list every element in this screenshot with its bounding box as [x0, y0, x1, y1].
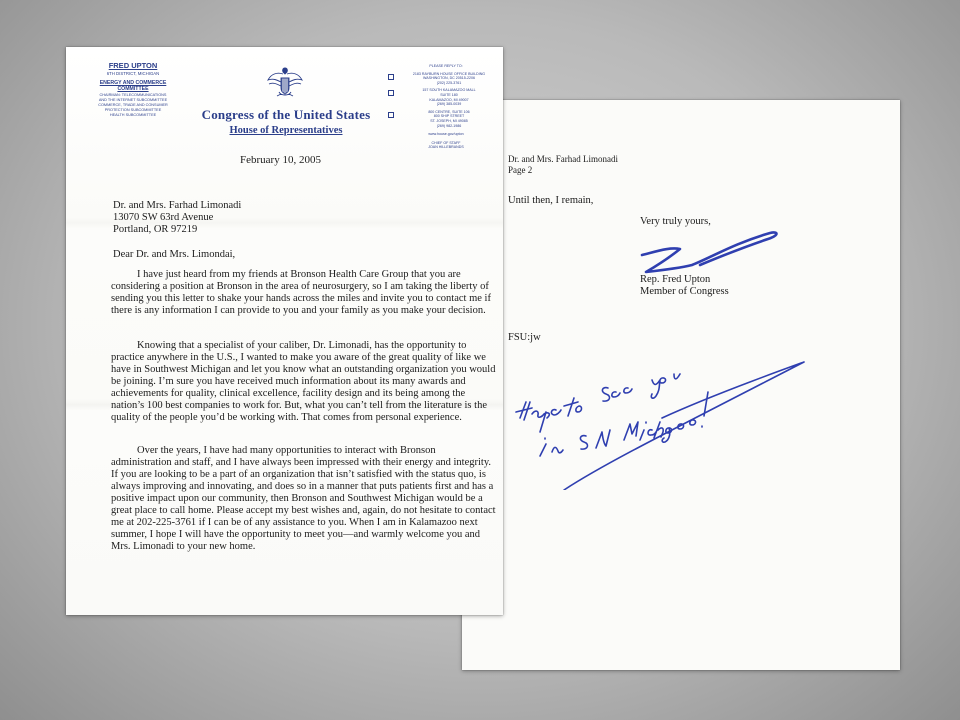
office-line: SUITE 180 [440, 92, 458, 97]
letter-date: February 10, 2005 [240, 154, 321, 166]
office-line: (202) 225-3761 [436, 80, 462, 85]
subcommittee-line: AND THE INTERNET SUBCOMMITTEE [98, 98, 168, 102]
checkbox-icon [388, 90, 394, 96]
signer-name: Rep. Fred Upton [640, 274, 711, 285]
address-line: Dr. and Mrs. Farhad Limonadi [113, 200, 242, 211]
typist-initials: FSU:jw [508, 332, 541, 343]
office-st-joseph [384, 110, 498, 128]
body-paragraph: Over the years, I have had many opportunities to interact with Bronson administration and staff, and I have always been impressed with their energy and integrity. If you are looking to be a part of an organization that isn’t satisfied with the status quo, is always improving and innovating, and does so in a manner that puts patients first and has a positive impact upon our community, then Bronson and Southwest Michigan would be a great place to call home. Please accept my best wishes and, again, do not hesitate to contact me at 202-225-3761 if I can be of any assistance to you. When I am in Kalamazoo next summer, I hope I will have the opportunity to meet you—and warmly welcome you and Mrs. Limonadi to your new home. [111, 445, 496, 552]
closing-line: Until then, I remain, [508, 195, 594, 206]
body-paragraph: I have just heard from my friends at Bronson Health Care Group that you are considering a position at Bronson in the area of neurosurgery, so I am taking the liberty of sending you this letter to shake your hands across the miles and invite you to contact me if there is any information I can provide to you and your family as you make your decision. [111, 269, 491, 316]
congressman-name: FRED UPTON [108, 61, 158, 70]
district: 6TH DISTRICT, MICHIGAN [106, 71, 160, 76]
reply-addresses [384, 64, 498, 150]
office-line: (269) 385-0039 [436, 102, 462, 107]
house-title: House of Representatives [229, 125, 343, 136]
page2-header [508, 154, 618, 176]
office-line: 157 SOUTH KALAMAZOO MALL [422, 88, 476, 93]
office-line: 800 CENTRE, SUITE 106 [428, 109, 470, 114]
committee-line: COMMITTEE [117, 86, 149, 92]
subcommittee-line: CHAIRMAN: TELECOMMUNICATIONS [99, 93, 167, 97]
chief-of-staff [394, 141, 498, 150]
checkbox-icon [388, 74, 394, 80]
address-line: 13070 SW 63rd Avenue [113, 212, 214, 223]
congressional-seal-icon [267, 66, 303, 100]
subcommittee-line: COMMERCE, TRADE AND CONSUMER [98, 103, 168, 107]
recipient-address [113, 200, 241, 236]
checkbox-icon [388, 112, 394, 118]
page2-header-recipient: Dr. and Mrs. Farhad Limonadi [508, 154, 618, 164]
office-line: ST. JOSEPH, MI 49085 [430, 118, 468, 123]
office-dc [384, 72, 498, 86]
committee-line: ENERGY AND COMMERCE [99, 80, 167, 86]
valediction: Very truly yours, [640, 216, 711, 227]
address-line: Portland, OR 97219 [113, 224, 198, 235]
signer-block [640, 274, 729, 298]
congress-title: Congress of the United States [201, 107, 371, 122]
subcommittee-line: PROTECTION SUBCOMMITTEE [104, 108, 162, 112]
office-line: 2183 RAYBURN HOUSE OFFICE BUILDING [412, 71, 486, 76]
signature-image [640, 225, 780, 280]
office-line: KALAMAZOO, MI 49007 [429, 97, 469, 102]
letter-page-2 [462, 100, 900, 670]
staff-title: CHIEF OF STAFF [431, 140, 461, 145]
website: www.house.gov/upton [428, 132, 464, 137]
subcommittee-list [86, 93, 180, 118]
office-kalamazoo [384, 88, 498, 106]
office-line: 800 SHIP STREET [433, 114, 465, 119]
body-paragraph: Knowing that a specialist of your caliber, Dr. Limonadi, has the opportunity to practice anywhere in the U.S., I wanted to make you aware of the great quality of like we have in Southwest Michigan and let you know what an outstanding organization you would be joining. I’m sure you have received much information about its many awards and achievements for quality, clinical excellence, facility design and its being among the nation’s 100 best companies to work for. But, what you can’t tell from the literature is the quality of the people you’d be working with. That comes from personal experience. [111, 340, 496, 423]
signer-title: Member of Congress [640, 286, 729, 297]
salutation: Dear Dr. and Mrs. Limondai, [113, 249, 236, 260]
subcommittee-line: HEALTH SUBCOMMITTEE [109, 113, 157, 117]
handwritten-note [512, 340, 812, 490]
office-line: WASHINGTON, DC 20515-2206 [423, 76, 475, 81]
page2-header-page: Page 2 [508, 165, 533, 175]
committee-name [86, 80, 180, 92]
letter-page-1 [66, 47, 503, 615]
staff-name: JOAN HILLEBRANDS [428, 145, 464, 150]
reply-header: PLEASE REPLY TO: [429, 64, 463, 68]
office-line: (269) 982-1986 [436, 123, 462, 128]
